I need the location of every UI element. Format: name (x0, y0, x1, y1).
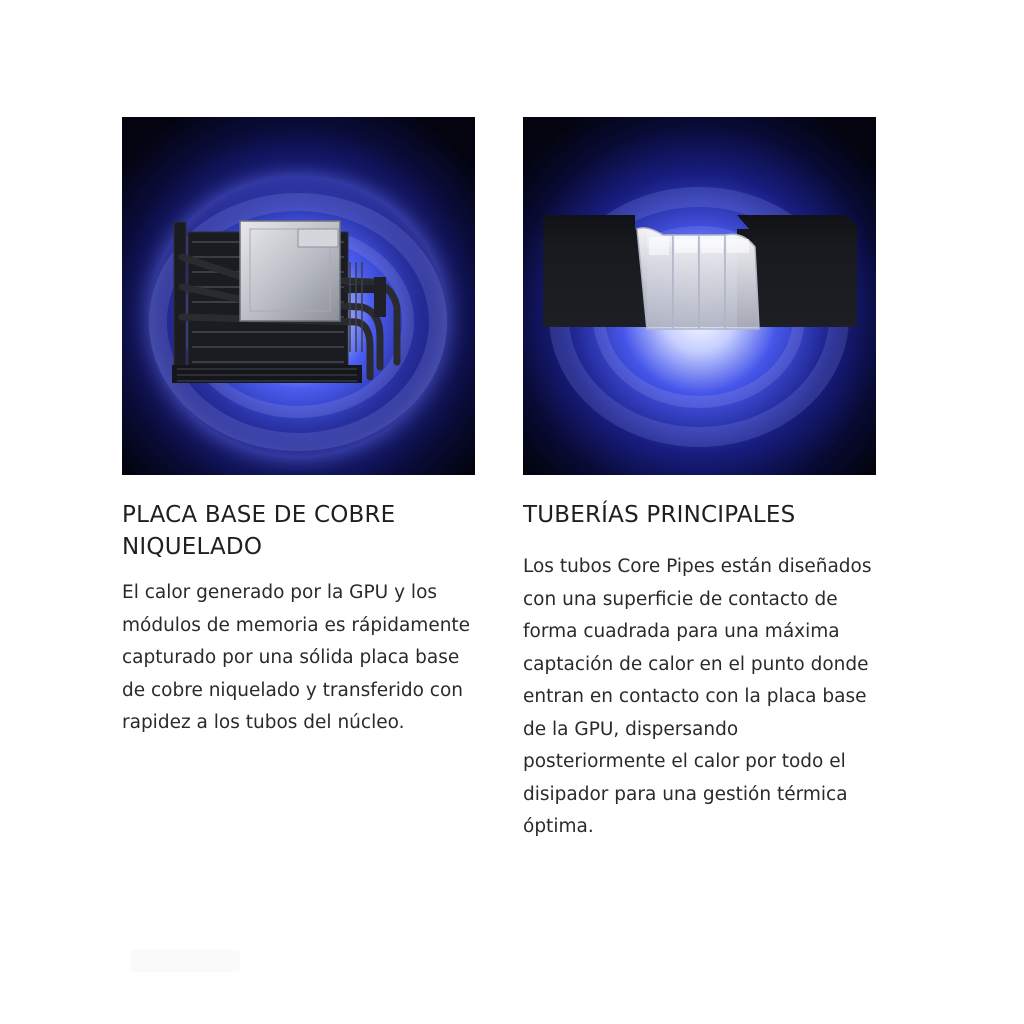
feature-description: El calor generado por la GPU y los módulos de memoria es rápidamente capturado por una sólida placa base de cobre niquelado y transferido con rapidez a los tubos del núcleo. (122, 582, 471, 733)
baseplate-image (122, 117, 475, 475)
feature-title: PLACA BASE DE COBRE NIQUELADO (122, 502, 396, 560)
faint-watermark (130, 950, 240, 972)
feature-title: TUBERÍAS PRINCIPALES (523, 502, 796, 528)
feature-card-baseplate (122, 117, 475, 740)
feature-description: Los tubos Core Pipes están diseñados con una superficie de contacto de forma cuadrada para una máxima captación de calor en el punto donde entran en contacto con la placa base de la GPU, dispersando posteriormente el calor por todo el disipador para una gestión térmica óptima. (523, 556, 872, 837)
core-pipes-image (523, 117, 876, 475)
feature-card-core-pipes (523, 117, 876, 844)
